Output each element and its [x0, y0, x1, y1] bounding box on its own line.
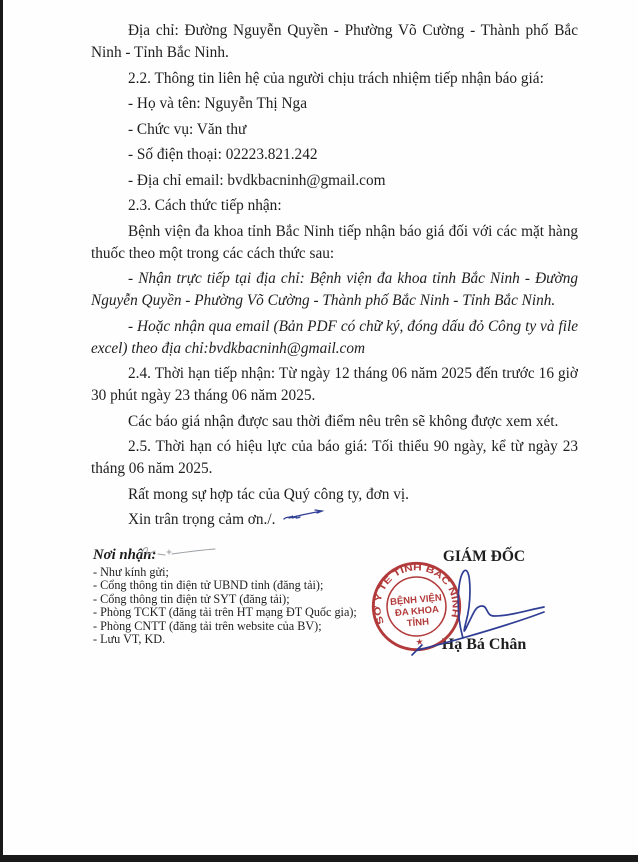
- doc-paragraph-contact-name: - Họ và tên: Nguyễn Thị Nga: [128, 95, 307, 112]
- recipient-item: - Cổng thông tin điện tử UBND tỉnh (đăng tải);: [93, 578, 324, 593]
- doc-paragraph-reception-email: - Hoặc nhận qua email (Bản PDF có chữ ký, đóng dấu đỏ Công ty và file excel) theo địa chỉ:bvdkbacninh@gmail.com: [91, 317, 578, 357]
- doc-paragraph-2-5: 2.5. Thời hạn có hiệu lực của báo giá: Tối thiểu 90 ngày, kể từ ngày 23 tháng 06 năm 2025.: [91, 438, 578, 477]
- stamp-center-line-2: ĐA KHOA: [394, 604, 440, 619]
- recipient-item: - Phòng CNTT (đăng tải trên website của BV);: [93, 618, 322, 633]
- recipient-item: - Phòng TCKT (đăng tải trên HT mạng ĐT Quốc gia);: [93, 605, 357, 620]
- scan-left-edge-artifact: [0, 0, 3, 862]
- recipient-item: - Như kính gửi;: [93, 565, 169, 579]
- stamp-star-icon: ★: [415, 637, 424, 647]
- doc-paragraph-address: Địa chỉ: Đường Nguyễn Quyền - Phường Võ Cường - Thành phố Bắc Ninh - Tỉnh Bắc Ninh.: [91, 22, 578, 61]
- director-title: GIÁM ĐỐC: [442, 548, 526, 565]
- recipients-heading: Nơi nhận:: [93, 547, 157, 563]
- doc-paragraph-2-3: 2.3. Cách thức tiếp nhận:: [128, 197, 282, 214]
- blue-initial-mark: [281, 506, 325, 526]
- recipient-item: - Cổng thông tin điện tử SYT (đăng tải);: [93, 591, 290, 606]
- doc-paragraph-2-4: 2.4. Thời hạn tiếp nhận: Từ ngày 12 tháng 06 năm 2025 đến trước 16 giờ 30 phút ngày 23 tháng 06 năm 2025.: [91, 365, 578, 404]
- doc-paragraph-contact-phone: - Số điện thoại: 02223.821.242: [128, 146, 318, 163]
- recipient-item: - Lưu VT, KD.: [93, 632, 166, 647]
- doc-paragraph-reception-intro: Bệnh viện đa khoa tỉnh Bắc Ninh tiếp nhận báo giá đối với các mặt hàng thuốc theo một trong các cách thức sau:: [91, 222, 578, 262]
- stamp-center-line-1: BỆNH VIỆN: [389, 592, 443, 608]
- doc-paragraph-2-2: 2.2. Thông tin liên hệ của người chịu trách nhiệm tiếp nhận báo giá:: [128, 69, 544, 87]
- doc-paragraph-late-note: Các báo giá nhận được sau thời điểm nêu trên sẽ không được xem xét.: [128, 412, 559, 430]
- doc-paragraph-contact-email: - Địa chỉ email: bvdkbacninh@gmail.com: [128, 171, 386, 189]
- scan-bottom-bar-artifact: [0, 855, 638, 862]
- doc-paragraph-reception-direct: - Nhận trực tiếp tại địa chỉ: Bệnh viện đa khoa tỉnh Bắc Ninh - Đường Nguyễn Quyền - Phường Võ Cường - Thành phố Bắc Ninh - Tỉnh Bắc Ninh.: [91, 270, 578, 309]
- doc-paragraph-thanks: Xin trân trọng cảm ơn./.: [128, 511, 276, 528]
- doc-paragraph-contact-position: - Chức vụ: Văn thư: [128, 120, 247, 138]
- stamp-center-line-3: TỈNH: [406, 616, 430, 630]
- recipients-block: [93, 547, 373, 646]
- signer-name: Hạ Bá Chân: [441, 636, 527, 653]
- director-signature-ink: [400, 560, 560, 660]
- recipients-list: [93, 566, 373, 646]
- stamp-ring-text: SỞ Y TẾ TỈNH BẮC NINH: [372, 562, 461, 626]
- doc-paragraph-cooperation: Rất mong sự hợp tác của Quý công ty, đơn vị.: [128, 485, 409, 503]
- pencil-scribble-mark: [138, 543, 218, 561]
- document-body: [91, 20, 578, 535]
